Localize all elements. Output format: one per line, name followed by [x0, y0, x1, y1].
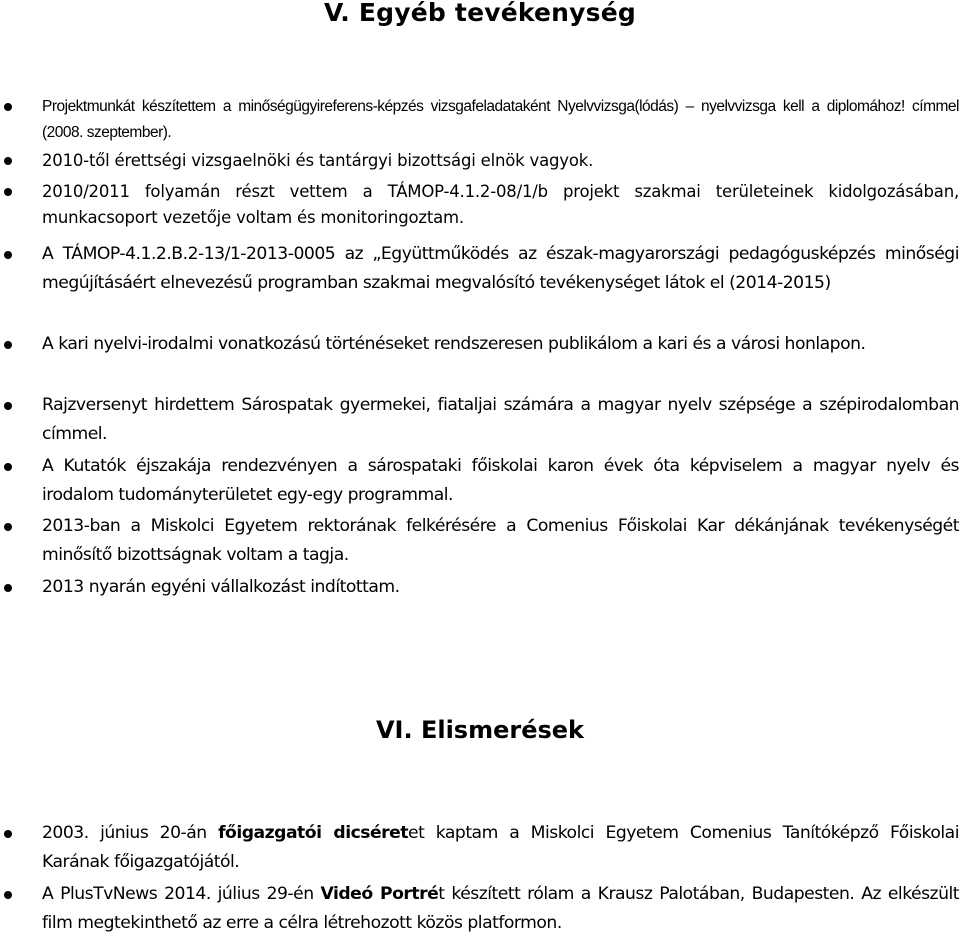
- list-item-text: [42, 819, 959, 877]
- list-item-text: A TÁMOP-4.1.2.B.2-13/1-2013-0005 az „Együttműködés az észak-magyarországi pedagógusképzés minőségi megújításáért elnevezésű programban szakmai megvalósító tevékenységet látok el (2014-2015): [42, 244, 959, 293]
- award-text-bold: főigazgatói dicséret: [218, 823, 409, 843]
- section-title-awards: VI. Elismerések: [375, 716, 585, 744]
- bullet-icon: [4, 251, 12, 259]
- list-item-text: 2010/2011 folyamán részt vettem a TÁMOP-4.1.2-08/1/b projekt szakmai területeinek kidolgozásában, munkacsoport vezetője voltam és monitoringoztam.: [42, 182, 959, 227]
- section-title-other-activities: V. Egyéb tevékenység: [323, 0, 637, 27]
- award-text-post: t készített rólam a Krausz Palotában, Budapesten. Az elkészült film megtekinthető az erre a célra létrehozott közös platformon.: [42, 884, 959, 933]
- bullet-icon: [4, 584, 12, 592]
- award-text-post: et kaptam a Miskolci Egyetem Comenius Tanítóképző Főiskolai Karának főigazgatójától.: [42, 823, 959, 872]
- bullet-icon: [4, 103, 12, 111]
- list-item-text: A Kutatók éjszakája rendezvényen a sárospataki főiskolai karon évek óta képviselem a magyar nyelv és irodalom tudományterületet egy-egy programmal.: [42, 456, 959, 505]
- award-text-pre: A PlusTvNews 2014. július 29-én: [42, 884, 321, 904]
- list-item-text: [42, 880, 959, 938]
- bullet-icon: [4, 341, 12, 349]
- bullet-icon: [4, 463, 12, 471]
- list-item-text: 2013 nyarán egyéni vállalkozást indítottam.: [42, 577, 400, 597]
- list-item-text: 2010-től érettségi vizsgaelnöki és tantárgyi bizottsági elnök vagyok.: [42, 151, 594, 170]
- award-text-pre: 2003. június 20-án: [42, 823, 219, 843]
- list-item-text: A kari nyelvi-irodalmi vonatkozású történéseket rendszeresen publikálom a kari és a városi honlapon.: [42, 334, 866, 354]
- list-item-text: Projektmunkát készítettem a minőségügyireferens-képzés vizsgafeladataként Nyelvvizsga(lódás) – nyelvvizsga kell a diplomához! címmel (2008. szeptember).: [42, 98, 959, 141]
- bullet-icon: [4, 523, 12, 531]
- award-text-bold: Videó Portré: [320, 884, 439, 904]
- bullet-icon: [4, 188, 12, 196]
- list-item-text: Rajzversenyt hirdettem Sárospatak gyermekei, fiataljai számára a magyar nyelv szépsége a szépirodalomban címmel.: [42, 395, 959, 444]
- bullet-icon: [4, 157, 12, 165]
- bullet-icon: [4, 891, 12, 899]
- bullet-icon: [4, 830, 12, 838]
- bullet-icon: [4, 402, 12, 410]
- list-item-text: 2013-ban a Miskolci Egyetem rektorának felkérésére a Comenius Főiskolai Kar dékánjának tevékenységét minősítő bizottságnak voltam a tagja.: [42, 516, 959, 565]
